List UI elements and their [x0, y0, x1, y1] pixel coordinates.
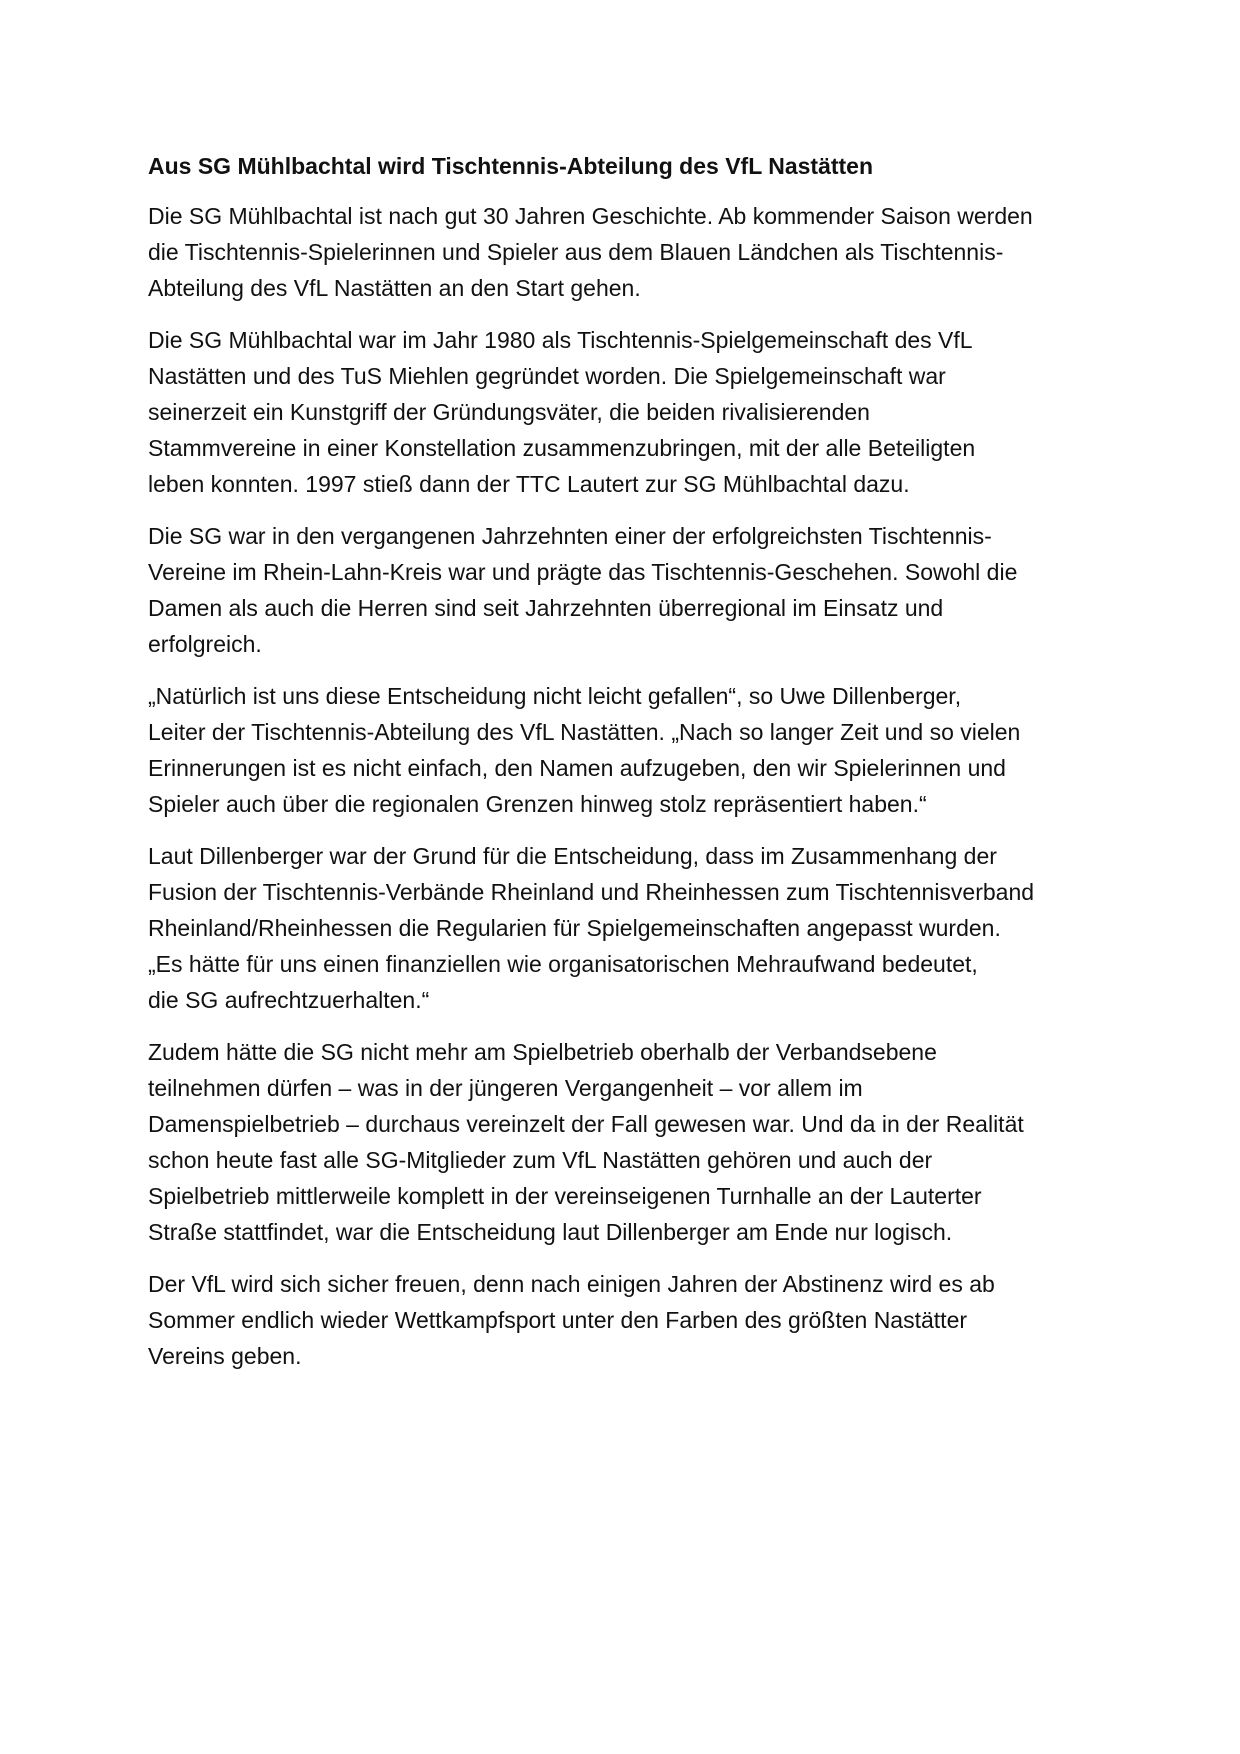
paragraph-line: Die SG Mühlbachtal ist nach gut 30 Jahren Geschichte. Ab kommender Saison werden — [148, 203, 1033, 229]
paragraph-line: leben konnten. 1997 stieß dann der TTC Lautert zur SG Mühlbachtal dazu. — [148, 471, 910, 497]
paragraph-line: Spielbetrieb mittlerweile komplett in der vereinseigenen Turnhalle an der Lauterter — [148, 1183, 982, 1209]
paragraph-line: Die SG Mühlbachtal war im Jahr 1980 als Tischtennis-Spielgemeinschaft des VfL — [148, 327, 973, 353]
paragraph-line: die SG aufrechtzuerhalten.“ — [148, 987, 430, 1013]
paragraph-line: „Natürlich ist uns diese Entscheidung nicht leicht gefallen“, so Uwe Dillenberger, — [148, 683, 962, 709]
paragraph-line: Vereins geben. — [148, 1343, 302, 1369]
paragraph-line: schon heute fast alle SG-Mitglieder zum VfL Nastätten gehören und auch der — [148, 1147, 933, 1173]
paragraph-line: Der VfL wird sich sicher freuen, denn nach einigen Jahren der Abstinenz wird es ab — [148, 1271, 995, 1297]
paragraph-line: Leiter der Tischtennis-Abteilung des VfL Nastätten. „Nach so langer Zeit und so vielen — [148, 719, 1021, 745]
paragraph-line: erfolgreich. — [148, 631, 262, 657]
paragraph-line: Rheinland/Rheinhessen die Regularien für Spielgemeinschaften angepasst wurden. — [148, 915, 1001, 941]
paragraph-6 — [148, 1034, 1100, 1250]
paragraph-3 — [148, 518, 1100, 662]
paragraph-line: Spieler auch über die regionalen Grenzen hinweg stolz repräsentiert haben.“ — [148, 791, 927, 817]
document-title: Aus SG Mühlbachtal wird Tischtennis-Abteilung des VfL Nastätten — [148, 153, 874, 179]
paragraph-line: Fusion der Tischtennis-Verbände Rheinland und Rheinhessen zum Tischtennisverband — [148, 879, 1035, 905]
paragraph-line: Damenspielbetrieb – durchaus vereinzelt der Fall gewesen war. Und da in der Realität — [148, 1111, 1024, 1137]
paragraph-2 — [148, 322, 1100, 502]
paragraph-line: „Es hätte für uns einen finanziellen wie organisatorischen Mehraufwand bedeutet, — [148, 951, 978, 977]
paragraph-4 — [148, 678, 1100, 822]
paragraph-5 — [148, 838, 1100, 1018]
paragraph-line: Stammvereine in einer Konstellation zusammenzubringen, mit der alle Beteiligten — [148, 435, 976, 461]
paragraph-line: Laut Dillenberger war der Grund für die Entscheidung, dass im Zusammenhang der — [148, 843, 997, 869]
paragraph-line: Abteilung des VfL Nastätten an den Start gehen. — [148, 275, 641, 301]
paragraph-line: Erinnerungen ist es nicht einfach, den Namen aufzugeben, den wir Spielerinnen und — [148, 755, 1006, 781]
document-page — [148, 148, 1100, 1390]
paragraph-line: teilnehmen dürfen – was in der jüngeren Vergangenheit – vor allem im — [148, 1075, 863, 1101]
paragraph-line: Vereine im Rhein-Lahn-Kreis war und prägte das Tischtennis-Geschehen. Sowohl die — [148, 559, 1018, 585]
paragraph-line: die Tischtennis-Spielerinnen und Spieler aus dem Blauen Ländchen als Tischtennis- — [148, 239, 1004, 265]
paragraph-line: Damen als auch die Herren sind seit Jahrzehnten überregional im Einsatz und — [148, 595, 944, 621]
paragraph-line: Sommer endlich wieder Wettkampfsport unter den Farben des größten Nastätter — [148, 1307, 968, 1333]
paragraph-1 — [148, 198, 1100, 306]
paragraph-7 — [148, 1266, 1100, 1374]
paragraph-line: Zudem hätte die SG nicht mehr am Spielbetrieb oberhalb der Verbandsebene — [148, 1039, 937, 1065]
paragraph-line: Die SG war in den vergangenen Jahrzehnten einer der erfolgreichsten Tischtennis- — [148, 523, 992, 549]
paragraph-line: Straße stattfindet, war die Entscheidung laut Dillenberger am Ende nur logisch. — [148, 1219, 953, 1245]
paragraph-line: Nastätten und des TuS Miehlen gegründet worden. Die Spielgemeinschaft war — [148, 363, 946, 389]
paragraph-line: seinerzeit ein Kunstgriff der Gründungsväter, die beiden rivalisierenden — [148, 399, 870, 425]
